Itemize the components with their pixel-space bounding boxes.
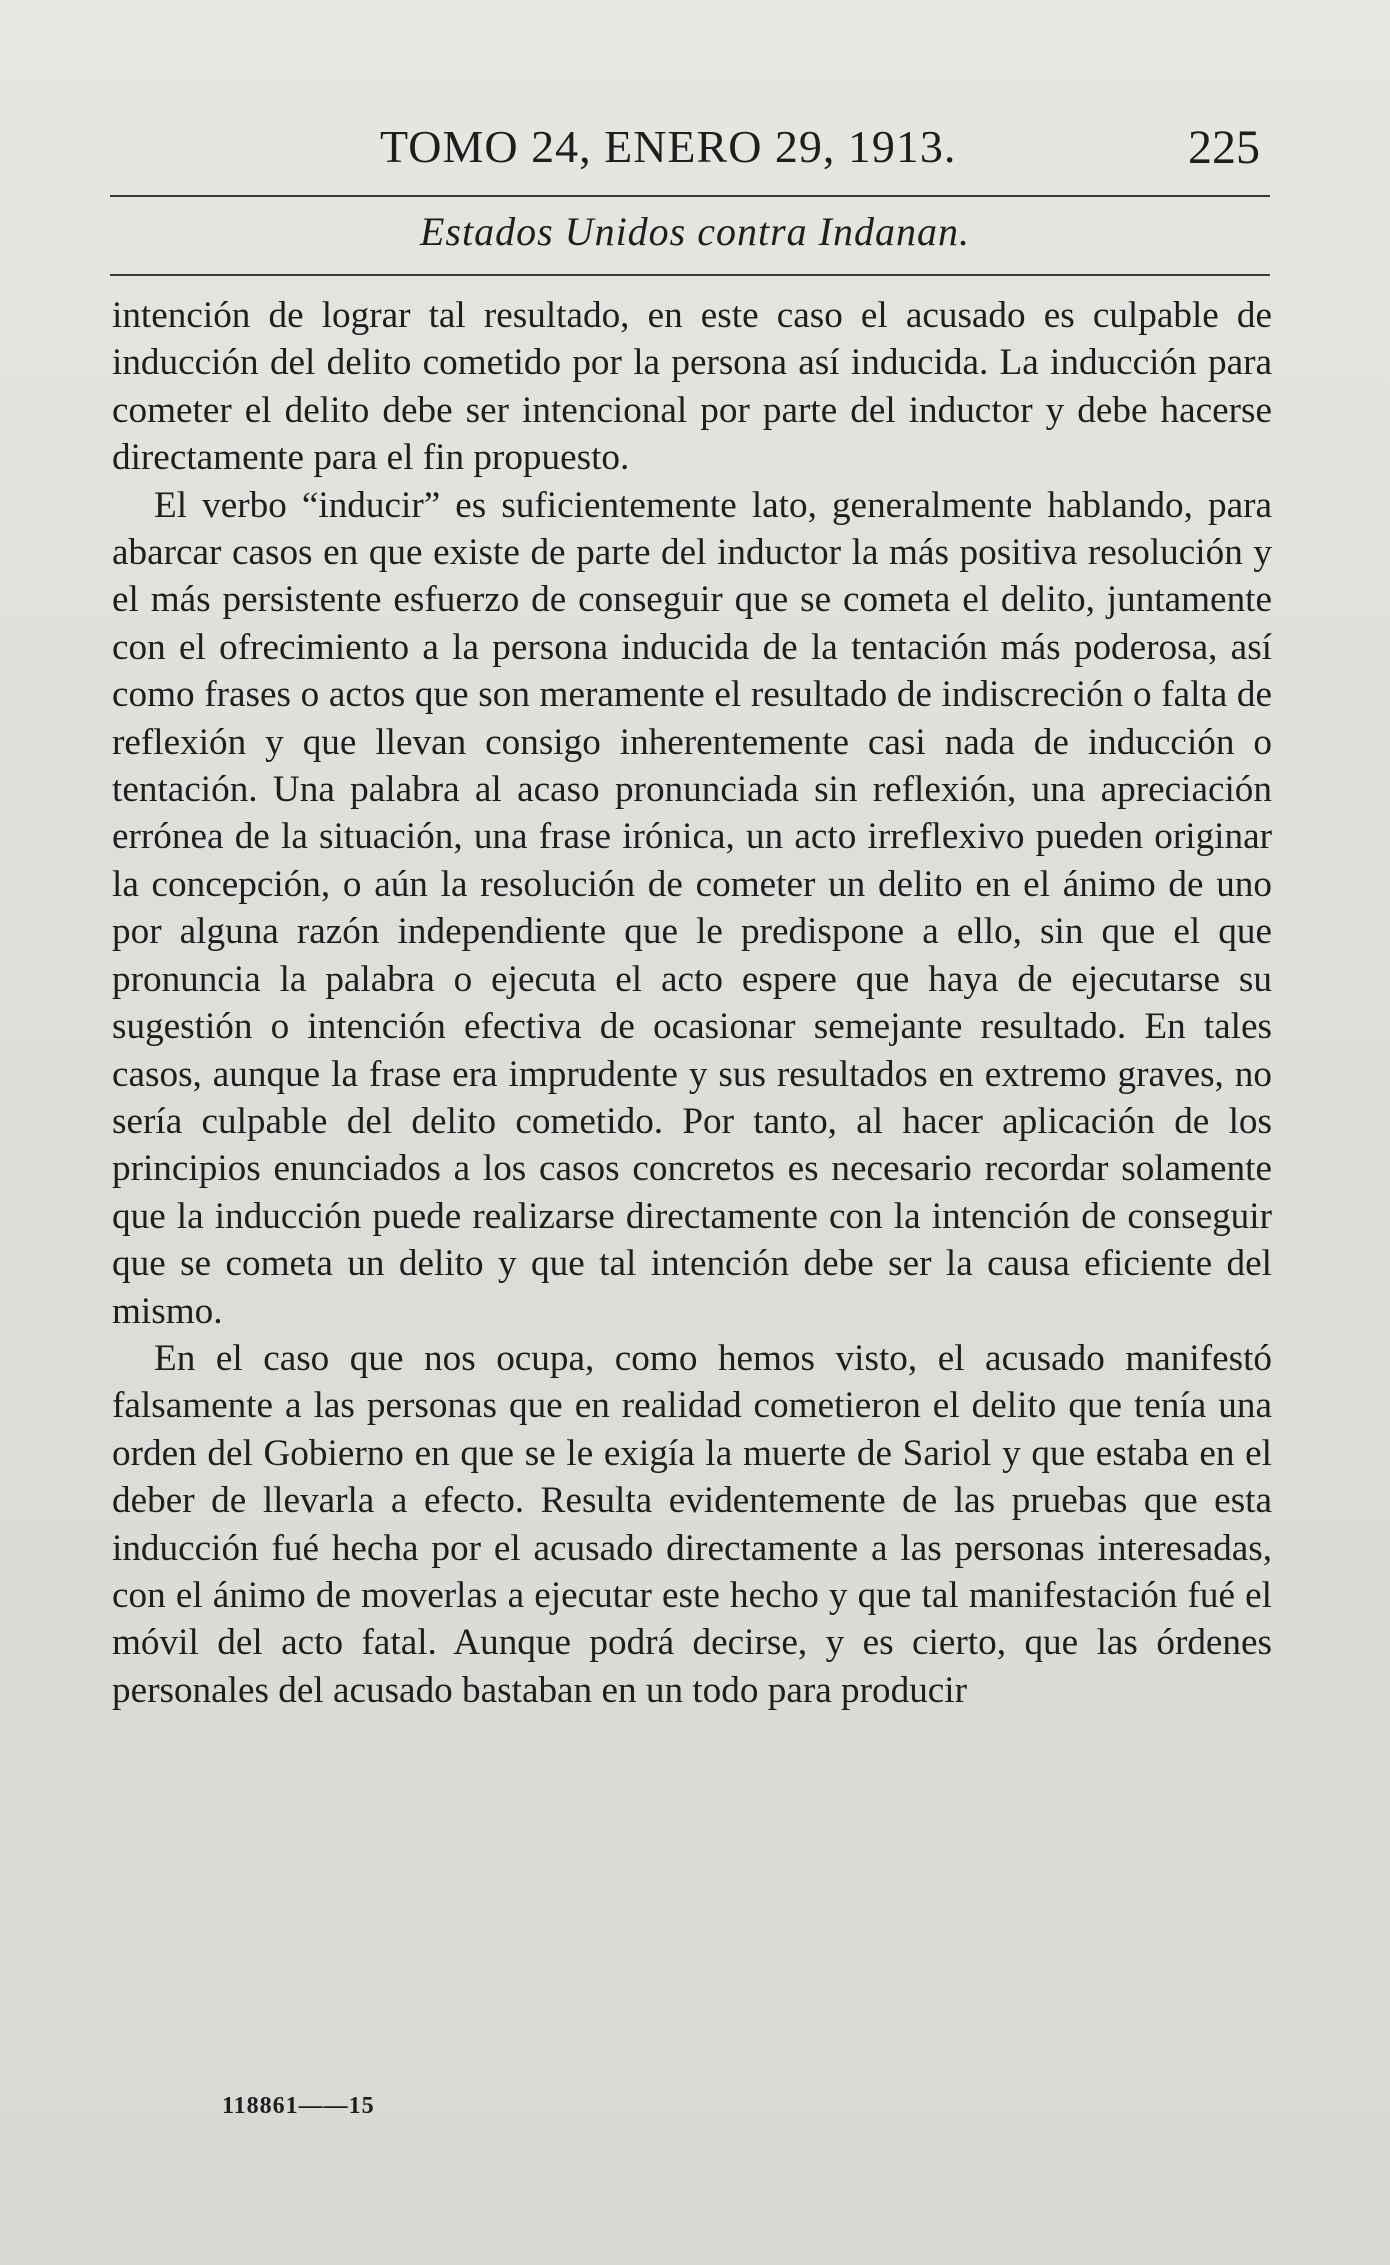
paragraph-2: El verbo “inducir” es suficientemente lato, generalmente hablando, para abarcar casos en que existe de parte del inductor la más positiva resolución y el más persistente esfuerzo de conseguir que se cometa el delito, juntamente con el ofrecimiento a la persona inducida de la tentación más poderosa, así como frases o actos que son meramente el resultado de indiscreción o falta de reflexión y que llevan consigo inherentemente casi nada de inducción o tentación. Una palabra al acaso pronunciada sin reflexión, una apreciación errónea de la situación, una frase irónica, un acto irreflexivo pueden originar la concepción, o aún la resolución de cometer un delito en el ánimo de uno por alguna razón independiente que le predispone a ello, sin que el que pronuncia la palabra o ejecuta el acto espere que haya de ejecutarse su sugestión o intención efectiva de ocasionar semejante resultado. En tales casos, aunque la frase era imprudente y sus resultados en extremo graves, no sería culpable del delito cometido. Por tanto, al hacer aplicación de los principios enunciados a los casos concretos es necesario recordar solamente que la inducción puede realizarse directamente con la intención de conseguir que se cometa un delito y que tal intención debe ser la causa eficiente del mismo. bbox=[112, 484, 1272, 1332]
header-rule-bottom bbox=[110, 274, 1270, 276]
printer-signature-code: 118861——15 bbox=[222, 2093, 375, 2119]
case-title: Estados Unidos contra Indanan. bbox=[420, 209, 970, 254]
header-rule-top bbox=[110, 195, 1270, 197]
running-head: TOMO 24, ENERO 29, 1913. bbox=[380, 121, 957, 172]
paragraph-3: En el caso que nos ocupa, como hemos visto, el acusado manifestó falsamente a las personas que en realidad cometieron el delito que tenía una orden del Gobierno en que se le exigía la muerte de Sariol y que estaba en el deber de llevarla a efecto. Resulta evidentemente de las pruebas que esta inducción fué hecha por el acusado directamente a las personas interesadas, con el ánimo de moverlas a ejecutar este hecho y que tal manifestación fué el móvil del acto fatal. Aunque podrá decirse, y es cierto, que las órdenes personales del acusado bastaban en un todo para producir bbox=[112, 1337, 1272, 1711]
page-header bbox=[110, 120, 1270, 180]
paragraph-1: intención de lograr tal resultado, en este caso el acusado es culpable de inducción del delito cometido por la persona así inducida. La inducción para cometer el delito debe ser intencional por parte del inductor y debe hacerse directamente para el fin propuesto. bbox=[112, 295, 1272, 479]
body-text bbox=[112, 292, 1272, 1714]
page-number: 225 bbox=[1188, 121, 1260, 174]
